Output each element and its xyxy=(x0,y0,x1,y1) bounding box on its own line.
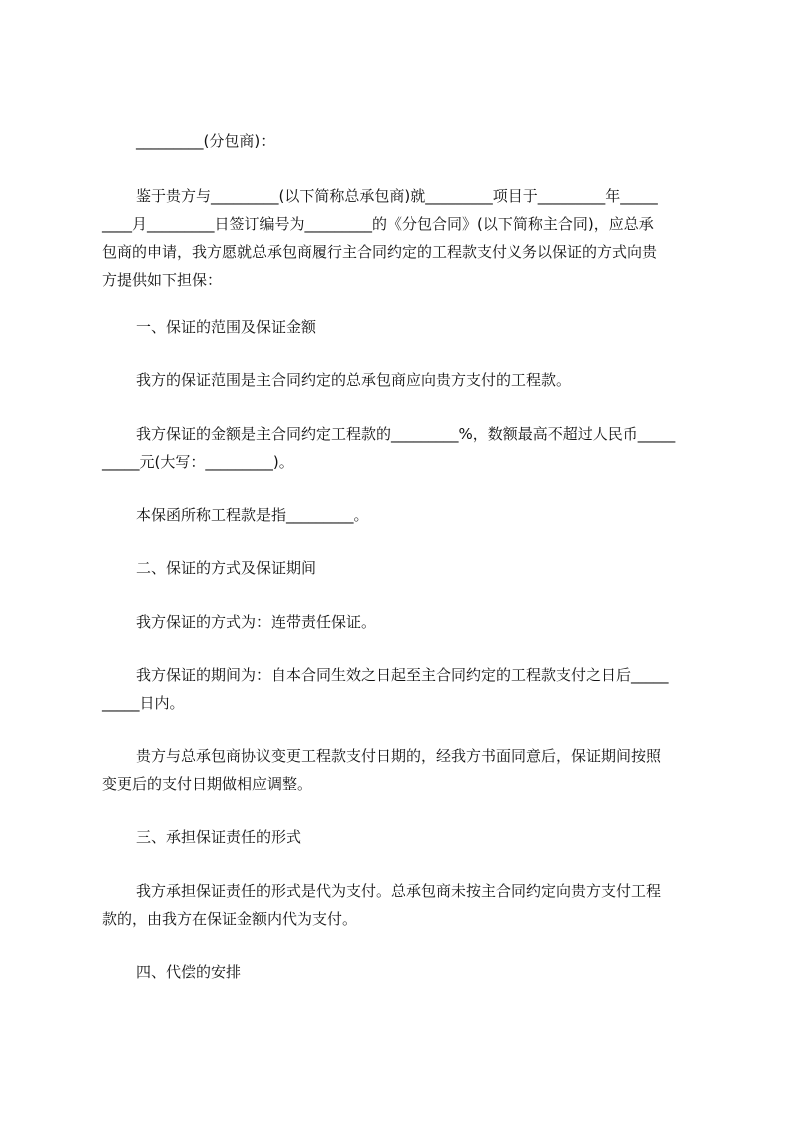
section-1-paragraph-2-line-2: _____元(大写：_________)。 xyxy=(102,453,294,471)
section-2-paragraph-2-line-1: 我方保证的期间为：自本合同生效之日起至主合同约定的工程款支付之日后_____ xyxy=(136,666,669,684)
intro-paragraph-line-2: ____月_________日签订编号为_________的《分包合同》(以下简称主合同)，应总承 xyxy=(102,215,654,233)
intro-paragraph-line-3: 包商的申请，我方愿就总承包商履行主合同约定的工程款支付义务以保证的方式向贵 xyxy=(102,243,658,261)
section-4-title: 四、代偿的安排 xyxy=(136,963,242,981)
section-1-paragraph-2-line-1: 我方保证的金额是主合同约定工程款的_________%，数额最高不超过人民币_____ xyxy=(136,425,676,443)
intro-paragraph-line-1: 鉴于贵方与_________(以下简称总承包商)就_________项目于_________年_____ xyxy=(136,187,658,205)
section-1-title: 一、保证的范围及保证金额 xyxy=(136,318,317,336)
section-2-title: 二、保证的方式及保证期间 xyxy=(136,559,317,577)
intro-paragraph-line-4: 方提供如下担保： xyxy=(102,271,223,289)
section-2-paragraph-3-line-2: 变更后的支付日期做相应调整。 xyxy=(102,775,313,793)
section-3-title: 三、承担保证责任的形式 xyxy=(136,828,302,846)
section-2-paragraph-2-line-2: _____日内。 xyxy=(102,694,185,712)
section-3-paragraph-1-line-2: 款的，由我方在保证金额内代为支付。 xyxy=(102,910,358,928)
section-1-paragraph-1: 我方的保证范围是主合同约定的总承包商应向贵方支付的工程款。 xyxy=(136,371,572,389)
addressee-line: _________(分包商)： xyxy=(136,132,276,150)
section-3-paragraph-1-line-1: 我方承担保证责任的形式是代为支付。总承包商未按主合同约定向贵方支付工程 xyxy=(136,882,662,900)
section-2-paragraph-3-line-1: 贵方与总承包商协议变更工程款支付日期的，经我方书面同意后，保证期间按照 xyxy=(136,747,662,765)
section-1-paragraph-3: 本保函所称工程款是指_________。 xyxy=(136,506,369,524)
section-2-paragraph-1: 我方保证的方式为：连带责任保证。 xyxy=(136,613,377,631)
